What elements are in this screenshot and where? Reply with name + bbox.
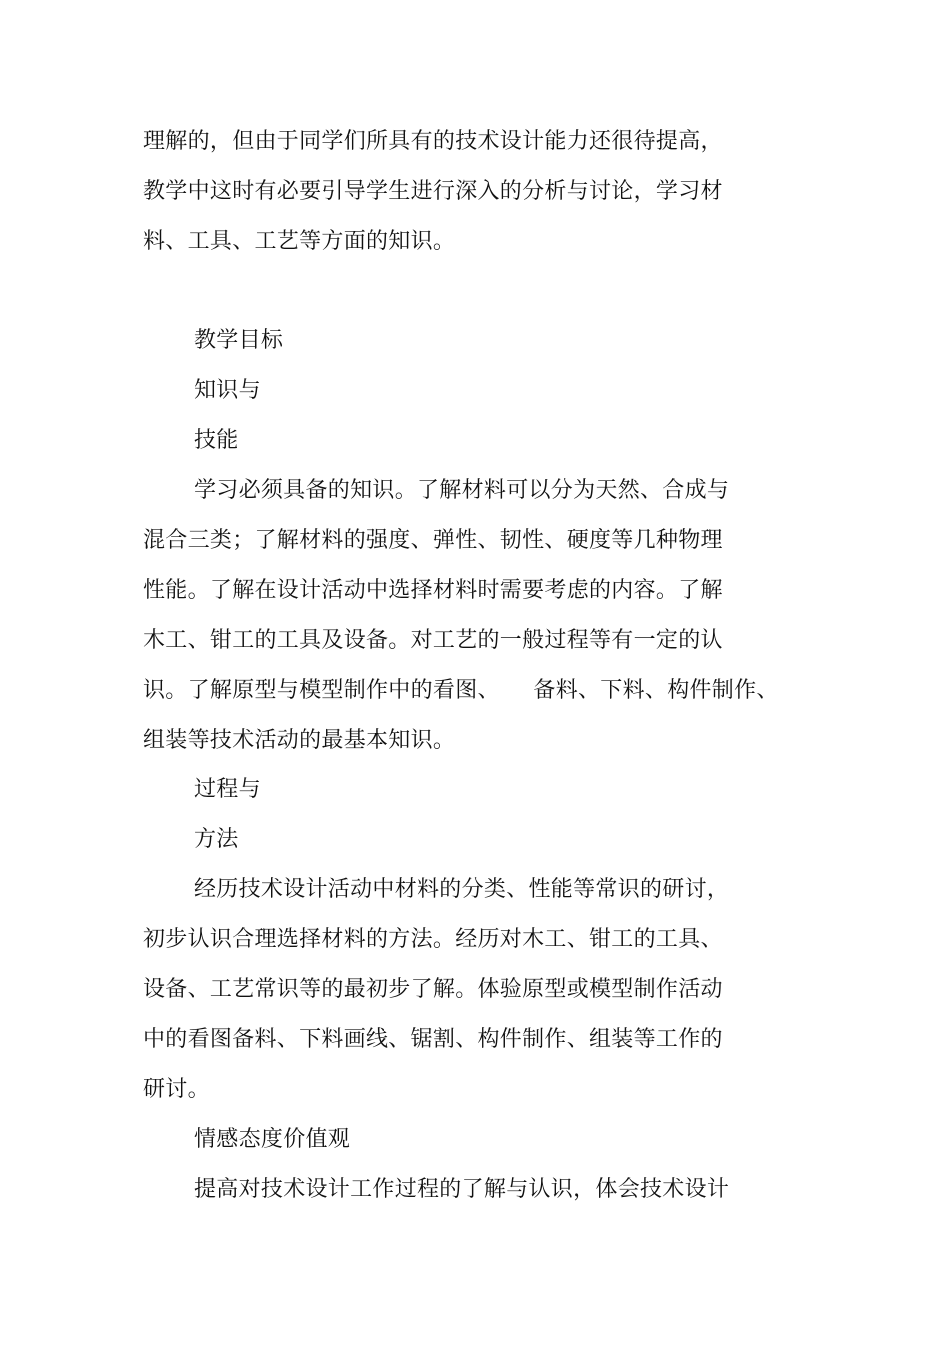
- knowledge-line-5: 识。了解原型与模型制作中的看图、 备料、下料、构件制作、: [143, 678, 779, 703]
- intro-line-3: 料、工具、工艺等方面的知识。: [143, 229, 456, 254]
- attitude-line-1: 提高对技术设计工作过程的了解与认识，体会技术设计: [194, 1177, 730, 1202]
- process-line-4: 中的看图备料、下料画线、锯割、构件制作、组装等工作的: [143, 1027, 723, 1052]
- subheading-process-part2: 方法: [194, 827, 239, 852]
- intro-line-2: 教学中这时有必要引导学生进行深入的分析与讨论，学习材: [143, 179, 723, 204]
- process-line-1: 经历技术设计活动中材料的分类、性能等常识的研讨，: [194, 877, 730, 902]
- knowledge-line-1: 学习必须具备的知识。了解材料可以分为天然、合成与: [194, 478, 730, 503]
- subheading-process-part1: 过程与: [194, 777, 261, 802]
- process-line-2: 初步认识合理选择材料的方法。经历对木工、钳工的工具、: [143, 927, 723, 952]
- knowledge-line-6: 组装等技术活动的最基本知识。: [143, 728, 456, 753]
- subheading-knowledge-part2: 技能: [194, 428, 239, 453]
- knowledge-line-3: 性能。了解在设计活动中选择材料时需要考虑的内容。了解: [143, 578, 723, 603]
- knowledge-line-2: 混合三类；了解材料的强度、弹性、韧性、硬度等几种物理: [143, 528, 723, 553]
- process-line-3: 设备、工艺常识等的最初步了解。体验原型或模型制作活动: [143, 977, 723, 1002]
- process-line-5: 研讨。: [143, 1077, 210, 1102]
- knowledge-line-4: 木工、钳工的工具及设备。对工艺的一般过程等有一定的认: [143, 628, 723, 653]
- subheading-knowledge-part1: 知识与: [194, 378, 261, 403]
- section-heading-teaching-goals: 教学目标: [194, 328, 284, 353]
- intro-line-1: 理解的，但由于同学们所具有的技术设计能力还很待提高，: [143, 129, 723, 154]
- subheading-attitude: 情感态度价值观: [194, 1127, 351, 1152]
